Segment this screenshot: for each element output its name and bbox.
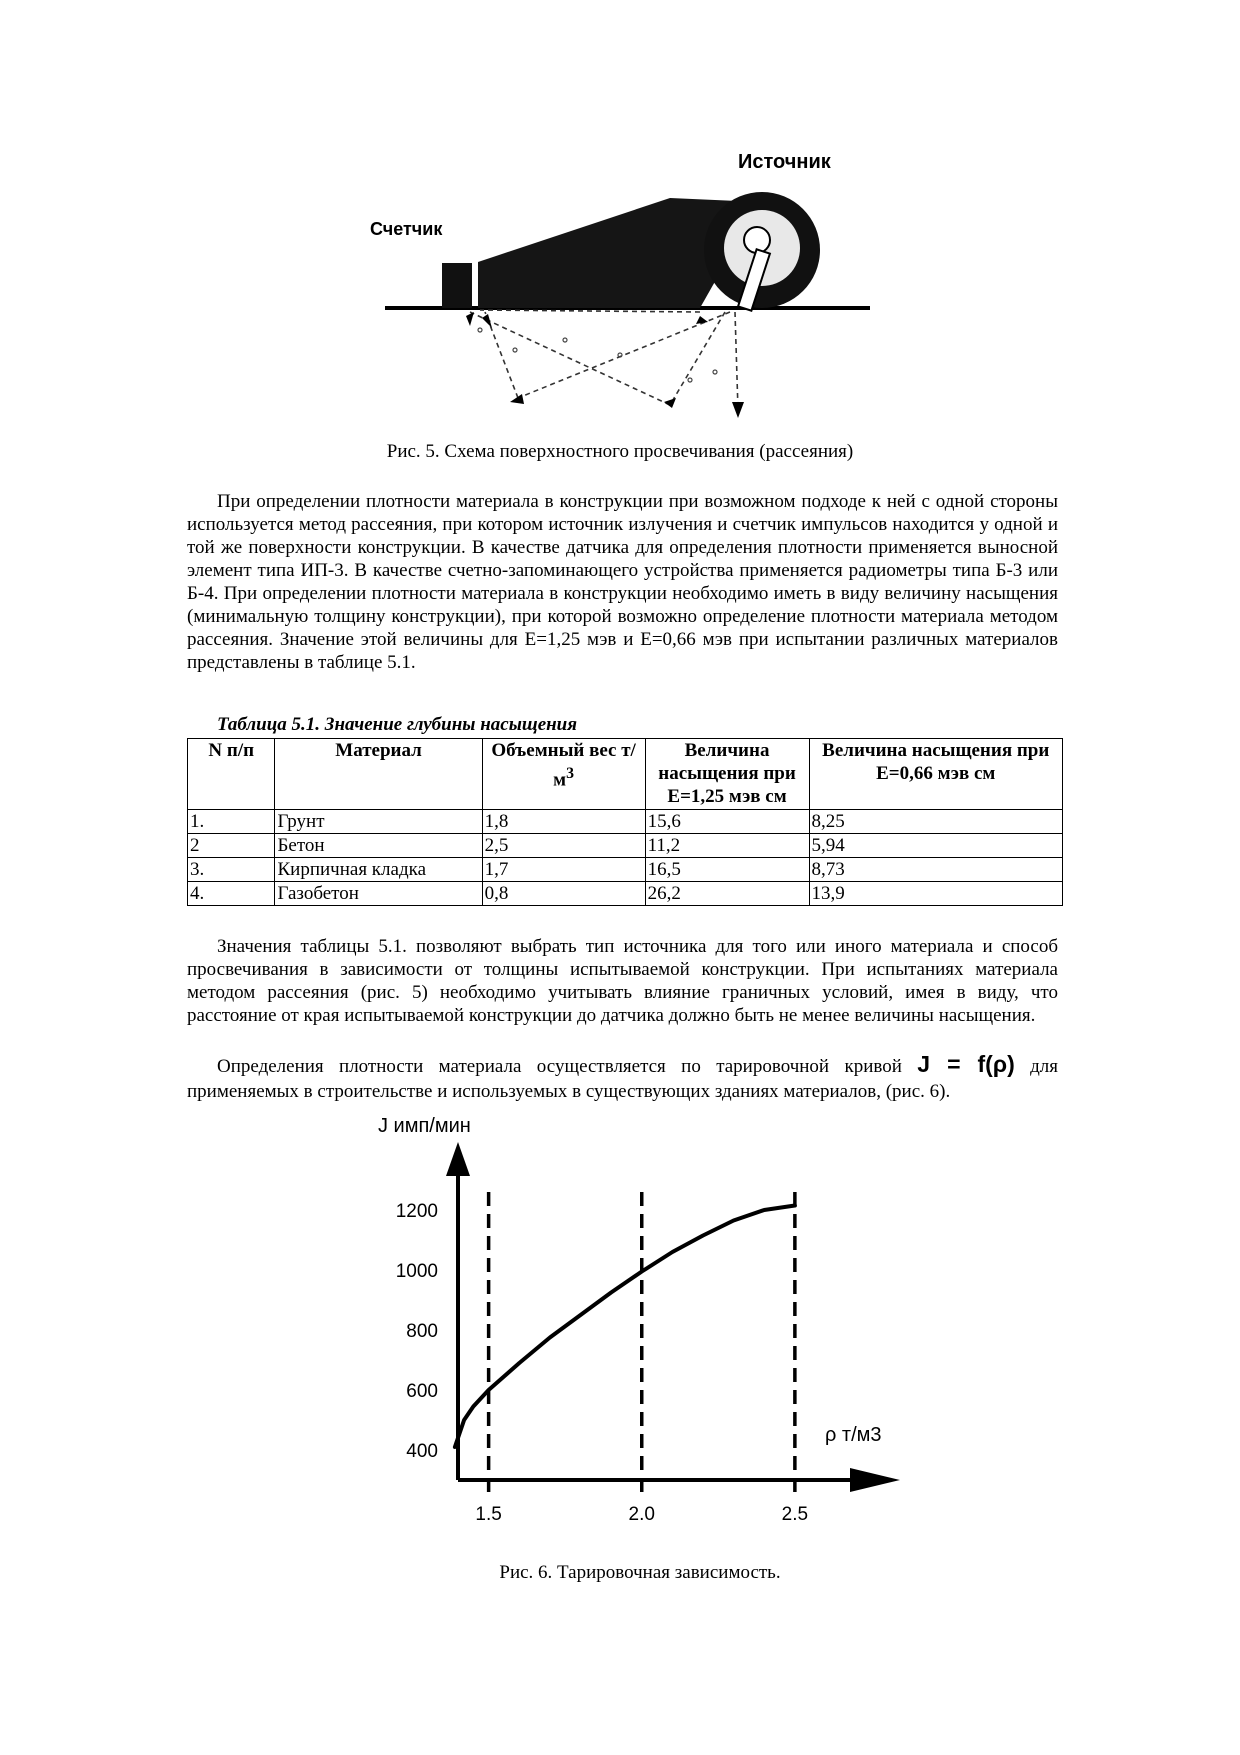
cell-sat-066: 5,94 bbox=[809, 834, 1063, 858]
cell-weight: 0,8 bbox=[482, 882, 645, 906]
cell-sat-066: 8,73 bbox=[809, 858, 1063, 882]
table-title: Таблица 5.1. Значение глубины насыщения bbox=[217, 714, 578, 735]
cell-sat-125: 11,2 bbox=[645, 834, 809, 858]
header-weight-text: Объемный вес т/м bbox=[491, 740, 636, 791]
x-tick-label: 2.5 bbox=[781, 1504, 809, 1525]
figure-5-scheme bbox=[370, 140, 870, 430]
x-tick-label: 1.5 bbox=[475, 1504, 502, 1525]
table-row bbox=[188, 834, 1063, 858]
x-axis-label: ρ т/м3 bbox=[825, 1424, 882, 1446]
cell-material: Грунт bbox=[275, 810, 482, 834]
cell-material: Кирпичная кладка bbox=[275, 858, 482, 882]
figure-5-caption: Рис. 5. Схема поверхностного просвечивания (рассеяния) bbox=[386, 441, 854, 462]
header-sat-125: Величина насыщения при Е=1,25 мэв см bbox=[645, 739, 809, 810]
table-header-row bbox=[188, 739, 1063, 810]
cell-sat-066: 8,25 bbox=[809, 810, 1063, 834]
cell-weight: 2,5 bbox=[482, 834, 645, 858]
scatter-dots bbox=[478, 328, 717, 382]
cell-num: 3. bbox=[188, 858, 275, 882]
cell-weight: 1,7 bbox=[482, 858, 645, 882]
ray-arrowheads bbox=[466, 312, 744, 418]
cell-sat-066: 13,9 bbox=[809, 882, 1063, 906]
cell-num: 4. bbox=[188, 882, 275, 906]
paragraph-scattering-method: При определении плотности материала в конструкции при возможном подходе к ней с одной стороны используется метод рассеяния, при котором источник излучения и счетчик импульсов находится у одной и той же поверхности конструкции. В качестве датчика для определения плотности применяется выносной элемент типа ИП-3. В качестве счетно-запоминающего устройства применяется радиометры типа Б-3 или Б-4. При определении плотности материала в конструкции необходимо иметь в виду величину насыщения (минимальную толщину конструкции), при которой возможно определение плотности материала методом рассеяния. Значение этой величины для Е=1,25 мэв и Е=0,66 мэв при испытании различных материалов представлены в таблице 5.1. bbox=[187, 491, 1058, 673]
table-row bbox=[188, 858, 1063, 882]
paragraph-calibration bbox=[187, 1052, 1058, 1104]
cell-sat-125: 15,6 bbox=[645, 810, 809, 834]
counter-label: Счетчик bbox=[370, 219, 443, 239]
paragraph-table-usage: Значения таблицы 5.1. позволяют выбрать тип источника для того или иного материала и способ просвечивания в зависимости от толщины испытываемой конструкции. При испытаниях материала методом рассеяния (рис. 5) необходимо учитывать влияние граничных условий, имея в виду, что расстояние от края испытываемой конструкции до датчика должно быть не менее величины насыщения. bbox=[187, 936, 1058, 1026]
header-weight-sup: 3 bbox=[566, 765, 575, 782]
figure-6-chart bbox=[370, 1110, 910, 1550]
y-tick-label: 600 bbox=[406, 1381, 438, 1402]
y-tick-label: 400 bbox=[406, 1441, 438, 1462]
header-material: Материал bbox=[275, 739, 482, 810]
table-row bbox=[188, 882, 1063, 906]
y-tick-label: 1200 bbox=[395, 1201, 438, 1222]
y-tick-label: 1000 bbox=[395, 1261, 438, 1282]
header-weight bbox=[482, 739, 645, 810]
counter-block bbox=[442, 263, 472, 308]
calibration-curve bbox=[455, 1206, 795, 1448]
paragraph-calibration-after: для применяемых в строительстве и используемых в существующих зданиях материалов, (рис. 6). bbox=[187, 1056, 1058, 1102]
y-axis-arrow bbox=[446, 1142, 470, 1176]
table-row bbox=[188, 810, 1063, 834]
y-axis-label: J имп/мин bbox=[378, 1115, 471, 1137]
figure-6-caption: Рис. 6. Тарировочная зависимость. bbox=[499, 1562, 781, 1583]
header-sat-066: Величина насыщения при Е=0,66 мэв см bbox=[809, 739, 1063, 810]
cell-num: 2 bbox=[188, 834, 275, 858]
header-num: N п/п bbox=[188, 739, 275, 810]
cell-material: Газобетон bbox=[275, 882, 482, 906]
formula-j-f-rho: J = f(ρ) bbox=[917, 1051, 1015, 1077]
cell-num: 1. bbox=[188, 810, 275, 834]
saturation-table bbox=[187, 738, 1063, 906]
cell-material: Бетон bbox=[275, 834, 482, 858]
source-label: Источник bbox=[738, 151, 831, 173]
cell-sat-125: 16,5 bbox=[645, 858, 809, 882]
scatter-rays bbox=[470, 310, 738, 410]
x-tick-label: 2.0 bbox=[628, 1504, 655, 1525]
x-axis-arrow bbox=[850, 1468, 900, 1492]
y-tick-label: 800 bbox=[406, 1321, 438, 1342]
cell-sat-125: 26,2 bbox=[645, 882, 809, 906]
paragraph-calibration-before: Определения плотности материала осуществляется по тарировочной кривой bbox=[217, 1056, 918, 1077]
cell-weight: 1,8 bbox=[482, 810, 645, 834]
